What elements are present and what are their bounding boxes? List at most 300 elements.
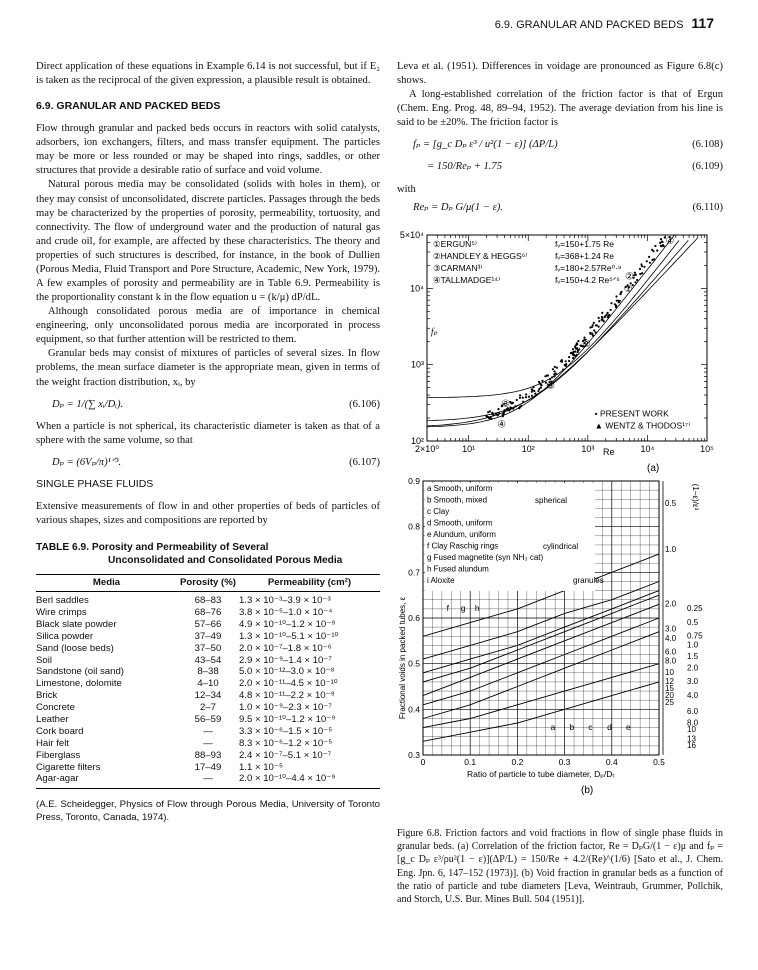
data-point	[577, 340, 579, 342]
data-point	[488, 417, 490, 419]
x-tick-label: 0.1	[464, 756, 477, 767]
x-axis-label: Re	[603, 446, 615, 457]
media-cell: Cigarette filters	[36, 761, 101, 773]
data-point	[525, 393, 527, 395]
legend-entry: c Clay	[427, 506, 450, 516]
series-line	[423, 595, 659, 682]
equation-body: fₚ = [g_c Dₚ ε³ / u²(1 − ε)] (ΔP/L)	[413, 139, 558, 151]
data-point	[568, 356, 570, 358]
porosity-cell: 68–83	[194, 595, 222, 607]
data-point	[554, 366, 556, 368]
data-point	[639, 273, 641, 275]
data-point	[541, 380, 543, 382]
curve-marker: ③	[546, 380, 556, 392]
equation-6-106	[36, 398, 380, 412]
porosity-cell: 37–49	[194, 630, 222, 642]
data-point	[641, 265, 643, 267]
media-cell: Black slate powder	[36, 618, 117, 630]
right-tick-label: 6.0	[687, 706, 699, 716]
data-point	[573, 350, 575, 352]
data-point	[634, 281, 636, 283]
legend-marker: ▲ WENTZ & THODOS¹⁷⁾	[594, 420, 691, 431]
data-point	[561, 360, 563, 362]
data-point	[574, 345, 576, 347]
section-heading: 6.9. GRANULAR AND PACKED BEDS	[36, 100, 221, 113]
paragraph: Granular beds may consist of mixtures of particles of several sizes. In flow problems, the mean surface diameter is the appropriate mean, given in terms of the weight fraction distribution, xᵢ, by	[36, 348, 380, 388]
table-title-line: Unconsolidated and Consolidated Porous Media	[108, 554, 343, 566]
y-tick-label: 0.9	[408, 475, 420, 486]
x-tick-label: 0.2	[511, 756, 524, 767]
permeability-cell: 2.0 × 10⁻¹⁰–4.4 × 10⁻⁹	[239, 773, 380, 788]
legend-entry: ①ERGUN⁵⁾	[433, 238, 477, 249]
paragraph: A long-established correlation of the friction factor is that of Ergun (Chem. Eng. Prog. 48, 89–94, 1952). The average deviation from his line is said to be ±20%. The friction factor is	[397, 89, 723, 129]
data-point	[595, 331, 597, 333]
data-point	[547, 374, 549, 376]
x-tick-label: 0.4	[605, 756, 618, 767]
data-point	[531, 390, 533, 392]
curve-marker: ④	[497, 419, 507, 431]
table-row	[36, 726, 380, 738]
series-label: h	[474, 602, 480, 613]
porosity-cell: 17–49	[194, 761, 222, 773]
table-row	[36, 666, 380, 678]
column-header-permeability: Permeability (cm²)	[239, 574, 380, 592]
data-point	[551, 376, 553, 378]
curve-marker: ①	[623, 283, 633, 295]
legend-entry: f Clay Raschig rings	[427, 541, 499, 551]
table-row	[36, 702, 380, 714]
data-point	[514, 405, 516, 407]
data-point	[589, 326, 591, 328]
subsection-heading: SINGLE PHASE FLUIDS	[36, 477, 154, 490]
media-cell: Brick	[36, 690, 58, 702]
equation-6-109	[397, 160, 723, 174]
data-point	[565, 360, 567, 362]
porosity-cell: 68–76	[194, 606, 222, 618]
data-point	[589, 331, 591, 333]
legend-equation: fᵥ=180+2.57Re⁰·⁹	[555, 262, 622, 273]
series-label: g	[460, 602, 466, 613]
x-tick-label: 0.5	[653, 756, 665, 767]
permeability-cell: 1.0 × 10⁻⁹–2.3 × 10⁻⁷	[238, 702, 332, 714]
data-point	[525, 396, 527, 398]
legend-entry: ②HANDLEY & HEGGS⁶⁾	[433, 250, 528, 261]
data-point	[576, 343, 578, 345]
permeability-cell: 1.3 × 10⁻¹⁰–5.1 × 10⁻¹⁰	[238, 630, 339, 642]
paragraph: Flow through granular and packed beds occurs in reactors with solid catalysts, adsorbers, ion exchangers, filters, and mass transfer equipment. The particles may be more or less rounded or may be shaped into rings, saddles, or other structures that provide a desirable ratio of surface and void volume.	[36, 123, 380, 177]
data-point	[592, 334, 594, 336]
media-cell: Silica powder	[36, 630, 94, 642]
table-row	[36, 690, 380, 702]
data-point	[616, 299, 618, 301]
group-label: granules	[573, 575, 604, 585]
data-point	[489, 410, 491, 412]
right-tick-label: 3.0	[687, 676, 699, 686]
data-point	[568, 360, 570, 362]
running-header	[354, 14, 714, 33]
data-point	[564, 364, 566, 366]
legend-entry: d Smooth, uniform	[427, 518, 493, 528]
right-tick-label: 16	[687, 740, 696, 750]
data-point	[601, 312, 603, 314]
intro-paragraph: Direct application of these equations in Example 6.14 is not successful, but if E₂ is taken as the reciprocal of the given expression, a plausible result is obtained.	[36, 61, 380, 87]
y-tick-label: 0.8	[408, 521, 420, 532]
data-point	[516, 399, 518, 401]
series-line	[423, 631, 659, 718]
data-point	[646, 260, 648, 262]
data-point	[595, 324, 597, 326]
right-tick-label: 20	[665, 690, 674, 700]
data-point	[522, 396, 524, 398]
permeability-cell: 4.8 × 10⁻¹¹–2.2 × 10⁻⁹	[238, 690, 335, 702]
equation-6-107	[36, 456, 380, 470]
data-point	[553, 373, 555, 375]
data-point	[553, 370, 555, 372]
equation-number: (6.106)	[349, 398, 380, 410]
left-column	[36, 60, 380, 825]
porosity-cell: 8–38	[197, 666, 219, 678]
y-axis-label: Fractional voids in packed tubes, ε	[398, 596, 407, 719]
data-point	[533, 390, 535, 392]
data-point	[534, 392, 536, 394]
data-point	[531, 394, 533, 396]
media-cell: Sand (loose beds)	[36, 642, 114, 654]
legend-entry: b Smooth, mixed	[427, 495, 488, 505]
data-point	[486, 415, 488, 417]
y-tick-label: 0.6	[408, 612, 420, 623]
media-cell: Sandstone (oil sand)	[36, 666, 124, 678]
group-label: cylindrical	[543, 541, 579, 551]
right-tick-label: 0.5	[687, 617, 699, 627]
data-point	[660, 245, 662, 247]
data-point	[540, 386, 542, 388]
data-point	[592, 324, 594, 326]
porosity-cell: —	[203, 737, 213, 749]
right-tick-label: 1.0	[687, 640, 699, 650]
data-point	[661, 240, 663, 242]
data-point	[603, 316, 605, 318]
data-point	[648, 256, 650, 258]
curve-marker: ②	[624, 271, 634, 283]
data-point	[598, 320, 600, 322]
paragraph: When a particle is not spherical, its characteristic diameter is taken as that of a sphere with the same volume, so that	[36, 420, 380, 446]
data-point	[498, 412, 500, 414]
y-tick-label: 0.5	[408, 658, 420, 669]
media-cell: Wire crimps	[36, 606, 87, 618]
data-point	[593, 329, 595, 331]
right-tick-label: 10	[687, 724, 696, 734]
media-cell: Limestone, dolomite	[36, 678, 122, 690]
data-point	[572, 353, 574, 355]
permeability-cell: 8.3 × 10⁻⁶–1.2 × 10⁻⁵	[238, 737, 333, 749]
paragraph: Extensive measurements of flow in and other properties of beds of particles of various shapes, sizes and compositions are reported by	[36, 500, 380, 526]
table-row	[36, 619, 380, 631]
data-point	[537, 390, 539, 392]
legend-entry: ④TALLMADGE¹⁴⁾	[433, 274, 501, 285]
porosity-cell: 43–54	[194, 654, 222, 666]
data-point	[643, 265, 645, 267]
data-point	[538, 380, 540, 382]
series-label: d	[607, 721, 612, 732]
table-row	[36, 592, 380, 607]
x-tick-label: 0	[420, 756, 426, 767]
table-source: (A.E. Scheidegger, Physics of Flow through Porous Media, University of Toronto Press, Toronto, Canada, 1974).	[36, 799, 380, 824]
legend-equation: fᵥ=368+1.24 Re	[555, 250, 614, 261]
table-row	[36, 678, 380, 690]
data-point	[512, 407, 514, 409]
data-point	[653, 258, 655, 260]
legend-entry: e Alundum, uniform	[427, 529, 496, 539]
data-point	[572, 357, 574, 359]
right-tick-label: 1.5	[687, 651, 699, 661]
porosity-cell: —	[203, 725, 213, 737]
equation-body: = 150/Reₚ + 1.75	[427, 161, 503, 173]
data-point	[562, 368, 564, 370]
curve-marker: ③	[501, 398, 511, 410]
data-point	[519, 396, 521, 398]
permeability-cell: 2.9 × 10⁻⁹–1.4 × 10⁻⁷	[238, 654, 332, 666]
data-point	[610, 302, 612, 304]
curve-marker: ④	[665, 235, 675, 247]
permeability-cell: 3.3 × 10⁻⁶–1.5 × 10⁻⁵	[238, 725, 333, 737]
series-line	[423, 581, 659, 659]
media-cell: Berl saddles	[36, 595, 89, 607]
right-tick-label: 13	[687, 734, 696, 744]
permeability-cell: 9.5 × 10⁻¹⁰–1.2 × 10⁻⁹	[238, 713, 336, 725]
right-tick-label: 15	[665, 683, 674, 693]
media-cell: Hair felt	[36, 737, 70, 749]
panel-label: (a)	[647, 462, 660, 473]
equation-number: (6.107)	[349, 456, 380, 468]
y-tick-label: 10²	[410, 435, 424, 446]
legend-entry: ③CARMAN³⁾	[433, 262, 483, 273]
equation-6-108	[397, 138, 723, 152]
equation-number: (6.108)	[692, 139, 723, 151]
y-tick-label: 0.7	[408, 567, 420, 578]
series-label: a	[550, 721, 556, 732]
data-point	[491, 413, 493, 415]
with-text: with	[397, 183, 416, 195]
data-point	[598, 317, 600, 319]
right-tick-label: 12	[665, 676, 674, 686]
media-cell: Soil	[36, 654, 52, 666]
porosity-cell: 12–34	[194, 690, 222, 702]
group-label: spherical	[535, 495, 568, 505]
porosity-cell: 56–59	[194, 713, 222, 725]
x-tick-label: 10²	[521, 443, 535, 454]
curve-marker: ②	[582, 338, 592, 350]
right-tick-label: 4.0	[687, 690, 699, 700]
permeability-cell: 4.9 × 10⁻¹⁰–1.2 × 10⁻⁹	[238, 618, 336, 630]
permeability-cell: 3.8 × 10⁻⁵–1.0 × 10⁻⁴	[238, 606, 333, 618]
data-point	[556, 366, 558, 368]
series-line	[423, 682, 659, 741]
right-column	[397, 60, 723, 906]
data-point	[660, 238, 662, 240]
data-point	[570, 352, 572, 354]
legend-marker: • PRESENT WORK	[594, 408, 669, 419]
y-tick-label: 0.4	[408, 704, 420, 715]
right-axis-label: (1−ε)/ε³	[691, 483, 700, 510]
right-tick-label: 3.0	[665, 624, 677, 634]
y-tick-label: 10³	[410, 359, 424, 370]
data-point	[603, 320, 605, 322]
porosity-cell: 37–50	[194, 642, 222, 654]
data-point	[549, 378, 551, 380]
equation-body: Dₚ = (6Vₚ/π)¹ᐟ³.	[52, 456, 122, 468]
data-point	[497, 414, 499, 416]
right-tick-label: 25	[665, 697, 674, 707]
right-tick-label: 8.0	[665, 656, 677, 666]
data-point	[532, 386, 534, 388]
legend-entry: h Fused alundum	[427, 564, 489, 574]
data-point	[502, 413, 504, 415]
y-axis-label: fₚ	[431, 326, 438, 337]
y-tick-label: 10⁴	[410, 283, 424, 294]
data-point	[607, 316, 609, 318]
data-point	[591, 332, 593, 334]
figure-caption: Figure 6.8. Friction factors and void fractions in flow of single phase fluids in granular beds. (a) Correlation of the friction factor, Re = DₚG/(1 − ε)μ and fₚ = [g_c Dₚ ε³/ρu²(1 − ε)](ΔP/L) = 150/Re + 4.2/(Re)^(1/6) [Sato et al., J. Chem. Eng. Jpn. 6, 147–152 (1973)]. (b) Void fraction in granular beds as a function of the ratio of particle and tube diameters [Leva, Weintraub, Grummer, Pollchik, and Storch, U.S. Bur. Mines Bull. 504 (1951)].	[397, 827, 723, 906]
data-point	[598, 325, 600, 327]
media-cell: Concrete	[36, 702, 75, 714]
data-point	[519, 394, 521, 396]
legend-equation: fᵥ=150+1.75 Re	[555, 238, 614, 249]
equation-number: (6.110)	[692, 201, 723, 213]
x-tick-label: 2×10⁰	[415, 443, 439, 454]
series-line	[423, 663, 659, 727]
data-point	[511, 402, 513, 404]
data-point	[518, 406, 520, 408]
data-point	[639, 268, 641, 270]
data-point	[654, 245, 656, 247]
column-header-porosity: Porosity (%)	[177, 574, 239, 592]
table-row	[36, 714, 380, 726]
data-point	[656, 249, 658, 251]
equation-body: Reₚ = Dₚ G/μ(1 − ε).	[413, 201, 503, 213]
data-point	[540, 383, 542, 385]
data-point	[576, 354, 578, 356]
media-cell: Cork board	[36, 725, 84, 737]
media-cell: Leather	[36, 713, 69, 725]
data-point	[528, 395, 530, 397]
data-point	[615, 295, 617, 297]
y-tick-label: 0.3	[408, 749, 420, 760]
table-title-line: TABLE 6.9. Porosity and Permeability of Several	[36, 542, 269, 554]
data-point	[544, 375, 546, 377]
data-point	[601, 316, 603, 318]
data-point	[601, 318, 603, 320]
series-label: f	[446, 602, 449, 613]
right-tick-label: 10	[665, 667, 674, 677]
x-axis-label: Ratio of particle to tube diameter, Dₚ/Dₜ	[467, 768, 615, 779]
porosity-cell: 88–93	[194, 749, 222, 761]
data-point	[522, 400, 524, 402]
equation-body: Dₚ = 1/(∑ xᵢ/Dᵢ).	[52, 398, 124, 410]
equation-number: (6.109)	[692, 161, 723, 173]
permeability-cell: 2.0 × 10⁻¹¹–4.5 × 10⁻¹⁰	[238, 678, 338, 690]
series-label: c	[588, 721, 593, 732]
x-tick-label: 0.3	[558, 756, 571, 767]
paragraph: Leva et al. (1951). Differences in voidage are pronounced as Figure 6.8(c) shows.	[397, 61, 723, 87]
table-caption	[36, 542, 380, 568]
porosity-cell: 57–66	[194, 618, 222, 630]
x-tick-label: 10⁵	[700, 443, 714, 454]
table-row	[36, 655, 380, 667]
panel-label: (b)	[581, 784, 594, 796]
data-point	[615, 304, 617, 306]
data-point	[619, 300, 621, 302]
data-point	[652, 250, 654, 252]
data-point	[576, 347, 578, 349]
table-header-row	[36, 574, 380, 592]
data-point	[636, 279, 638, 281]
porosity-table	[36, 574, 380, 790]
table-row	[36, 631, 380, 643]
data-point	[620, 292, 622, 294]
data-point	[607, 312, 609, 314]
data-point	[649, 261, 651, 263]
data-point	[634, 271, 636, 273]
table-row	[36, 643, 380, 655]
data-point	[572, 348, 574, 350]
permeability-cell: 2.4 × 10⁻⁷–5.1 × 10⁻⁷	[238, 749, 332, 761]
data-point	[593, 322, 595, 324]
right-tick-label: 1.0	[665, 544, 677, 554]
series-label: e	[625, 721, 631, 732]
legend-entry: g Fused magnetite (syn NH₃ cat)	[427, 552, 544, 562]
right-tick-label: 2.0	[687, 663, 699, 673]
permeability-cell: 2.0 × 10⁻⁷–1.8 × 10⁻⁶	[238, 642, 332, 654]
series-label: b	[569, 721, 575, 732]
paragraph: Although consolidated porous media are of importance in chemical engineering, only unconsolidated porous media are incorporated in process equipment, so that further attention will be restricted to them.	[36, 306, 380, 346]
void-fraction-chart	[397, 473, 723, 823]
legend-entry: i Aloxite	[427, 575, 455, 585]
right-tick-label: 8.0	[687, 718, 699, 728]
media-cell: Agar-agar	[36, 773, 177, 788]
legend-equation: fᵥ=150+4.2 Re⁵ᐟ⁶	[555, 274, 620, 285]
table-row	[36, 750, 380, 762]
table-row	[36, 607, 380, 619]
data-point	[553, 375, 555, 377]
table-row	[36, 773, 380, 788]
permeability-cell: 1.1 × 10⁻⁵	[238, 761, 283, 773]
right-tick-label: 0.75	[687, 631, 703, 641]
right-tick-label: 0.25	[687, 603, 703, 613]
legend-entry: a Smooth, uniform	[427, 483, 493, 493]
x-tick-label: 10¹	[462, 443, 476, 454]
x-tick-label: 10⁴	[640, 443, 655, 454]
paragraph: Natural porous media may be consolidated (solids with holes in them), or they may consist of unconsolidated, discrete particles. Passages through the beds may be characterized by the properties of porosity, permeability, tortuosity, and connectivity. The flow of underground water and the production of natural gas and crude oil, for example, are affected by these characteristics. The theory and properties of such structures is described, for instance, in the book of Dullien (Porous Media, Fluid Transport and Pore Structure, Academic, New York, 1979). A few examples of porosity and permeability are in Table 6.9. Permeability is the proportionality constant k in the flow equation u = (k/μ) dP/dL.	[36, 179, 380, 304]
right-tick-label: 6.0	[665, 647, 677, 657]
friction-factor-chart	[397, 223, 723, 473]
right-tick-label: 4.0	[665, 633, 677, 643]
running-head-section: 6.9. GRANULAR AND PACKED BEDS	[494, 19, 684, 31]
data-point	[552, 368, 554, 370]
page-number: 117	[691, 15, 714, 31]
x-tick-label: 10³	[581, 443, 595, 454]
table-row	[36, 738, 380, 750]
right-tick-label: 2.0	[665, 599, 677, 609]
porosity-cell: —	[177, 773, 239, 788]
column-header-media: Media	[36, 574, 177, 592]
data-point	[610, 309, 612, 311]
porosity-cell: 4–10	[197, 678, 219, 690]
right-tick-label: 0.5	[665, 498, 677, 508]
y-tick-label: 5×10⁴	[399, 229, 424, 240]
data-point	[577, 349, 579, 351]
media-cell: Fiberglass	[36, 749, 81, 761]
permeability-cell: 1.3 × 10⁻³–3.9 × 10⁻³	[238, 595, 331, 607]
